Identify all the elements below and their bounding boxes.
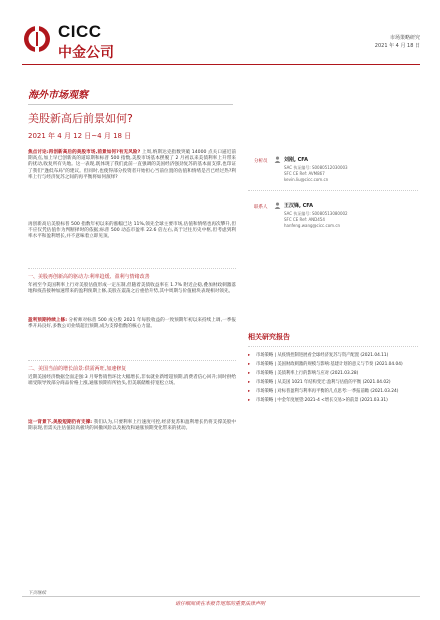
report-type: 市场策略研究 bbox=[389, 35, 420, 41]
related-report-title: 市场策略 | 从疫情控制进展看全球经济复苏与资产配置 (2021.04.11) bbox=[256, 353, 389, 358]
analyst-name: 刘刚, CFA bbox=[284, 157, 309, 163]
paragraph-6 bbox=[28, 420, 236, 432]
report-header-meta bbox=[375, 34, 420, 50]
analyst-line: SAC 执证编号: S0080513080002 bbox=[284, 211, 348, 216]
related-report-link[interactable] bbox=[248, 353, 418, 359]
related-report-title: 市场策略 | 美债利率上行的影响与应对 (2021.03.28) bbox=[256, 371, 359, 376]
continued-note: 下页继续 bbox=[28, 591, 46, 596]
date-range: 2021 年 4 月 12 日~4 月 18 日 bbox=[28, 132, 132, 140]
related-report-link[interactable] bbox=[248, 389, 418, 395]
divider bbox=[28, 360, 236, 361]
person-icon bbox=[274, 156, 281, 163]
related-report-title: 市场策略 | 中金年度展望:2021-4 <增长交易>的前景 (2021.03.31) bbox=[256, 398, 388, 403]
header-divider bbox=[22, 64, 420, 65]
analyst-line: SAC 执证编号: S0080512030003 bbox=[284, 165, 348, 170]
analyst-line: SFC CE Ref: AND454 bbox=[284, 217, 325, 222]
paragraph-1-lead: 焦点讨论:再创新高后的美股市场,前景如何?有无风险? bbox=[28, 150, 141, 155]
paragraph-5: 近期美国经济数据全面走强:3 月零售销售环比大幅增长,非农就业新增超预期,消费者信心回升;同时供给端受限导致部分商品价格上涨,通胀预期有所抬头,但美联储维持宽松立场。 bbox=[28, 375, 236, 387]
logo-text-en: CICC bbox=[58, 22, 102, 41]
arrow-right-icon: ▸ bbox=[248, 353, 251, 358]
related-research bbox=[248, 332, 418, 407]
divider bbox=[248, 190, 418, 191]
paragraph-6-text: 我们认为,只要利率上行速度可控,经济复苏和盈利增长仍将支撑美股中期表现,但需关注估值较高板块的回撤风险以及税改和通胀预期变化带来的扰动。 bbox=[28, 420, 236, 432]
paragraph-1 bbox=[28, 150, 236, 181]
person-icon bbox=[274, 202, 281, 209]
paragraph-4-lead: 盈利预期持续上修: bbox=[28, 318, 68, 323]
related-report-link[interactable] bbox=[248, 362, 418, 368]
related-report-title: 市场策略 | 美国财政刺激的规模与影响:基建计划的意义与节奏 (2021.04.04) bbox=[256, 362, 403, 367]
footer-divider bbox=[22, 596, 420, 597]
paragraph-2: 再创新高后美股标普 500 指数年初以来的涨幅已达 11%,领先全球主要市场,估值和情绪也再次攀升,但不应仅凭估值作为判断择时的依据;标普 500 动态市盈率 22.6 倍左右,高于过往历史中枢,但考虑到利率水平和盈利增长,并不意味着立即见顶。 bbox=[28, 222, 236, 240]
related-research-title: 相关研究报告 bbox=[248, 333, 290, 341]
legal-notice: 请仔细阅读在本报告尾部的重要法律声明 bbox=[174, 601, 265, 607]
cicc-logo-mark-icon bbox=[22, 24, 52, 54]
logo-text-zh: 中金公司 bbox=[58, 45, 114, 61]
arrow-right-icon: ▸ bbox=[248, 380, 251, 385]
related-report-link[interactable] bbox=[248, 380, 418, 386]
related-report-title: 市场策略 | 对标普盈利与利率再平衡的几点思考:一季报前瞻 (2021.03.24) bbox=[256, 389, 399, 394]
related-report-link[interactable] bbox=[248, 371, 418, 377]
paragraph-3: 年初至今美国利率上行对美股估值形成一定压制,但随着美债收益率在 1.7% 附近企稳,叠加财政刺激落地和疫苗接种加速带来的盈利预期上修,美股在震荡之后重拾升势,其中周期与价值板块表现相对领先。 bbox=[28, 283, 236, 295]
analyst-line: SFC CE Ref: AVM867 bbox=[284, 171, 325, 176]
related-report-link[interactable] bbox=[248, 398, 418, 404]
analyst-role: 联系人 bbox=[254, 205, 268, 210]
subheading-1: 一、美股再创新高的驱动力:利率趋缓、盈利与情绪改善 bbox=[28, 274, 150, 280]
paragraph-4 bbox=[28, 318, 236, 330]
analyst-email: kevin.liu@cicc.com.cn bbox=[284, 177, 329, 182]
paragraph-6-lead: 这一背景下,美股短期仍有支撑: bbox=[28, 420, 93, 425]
report-date: 2021 年 4 月 18 日 bbox=[374, 43, 420, 49]
arrow-right-icon: ▸ bbox=[248, 398, 251, 403]
related-research-list bbox=[248, 353, 418, 404]
analyst-role: 分析员 bbox=[254, 159, 268, 164]
section-title: 海外市场观察 bbox=[28, 90, 88, 101]
related-report-title: 市场策略 | 从美国 1021 年结构变迁:盈利与估值的平衡 (2021.04.02) bbox=[256, 380, 391, 385]
divider bbox=[28, 268, 236, 269]
analyst-name: 王汉锋, CFA bbox=[284, 203, 314, 209]
analyst-email: hanfeng.wang@cicc.com.cn bbox=[284, 223, 341, 228]
paragraph-1-text: 上周,纳斯达克指数突破 14000 点关口逼近前期高点,加上早已创新高的道琼斯和标普 500 指数,美股市场基本摆脱了 2 月初以来美债利率上升带来的扰动,收复所有失地。这一表现,既体现了我们此前一直强调的美国经济强劲复苏的基本面支撑,也印证了我们“逢低布局”的建议。但同时,也使得部分投资者开始担心当前位置的估值和情绪是否已经过热?利率上行与经济复苏之间的再平衡将如何演绎? bbox=[28, 150, 236, 180]
subheading-2: 二、美国当前的增长前景:供需两旺,加速修复 bbox=[28, 366, 127, 372]
arrow-right-icon: ▸ bbox=[248, 362, 251, 367]
arrow-right-icon: ▸ bbox=[248, 389, 251, 394]
analyst-panel bbox=[248, 150, 418, 270]
paragraph-4-text: 分析师对标普 500 成分股 2021 年每股收益的一致预期年初以来持续上调,一季报季开局良好,多数公司业绩超出预期,成为支撑指数的核心力量。 bbox=[28, 318, 236, 330]
analyst-card bbox=[248, 196, 418, 250]
page-title: 美股新高后前景如何? bbox=[28, 112, 133, 125]
divider bbox=[248, 346, 418, 347]
arrow-right-icon: ▸ bbox=[248, 371, 251, 376]
title-divider bbox=[28, 104, 233, 105]
